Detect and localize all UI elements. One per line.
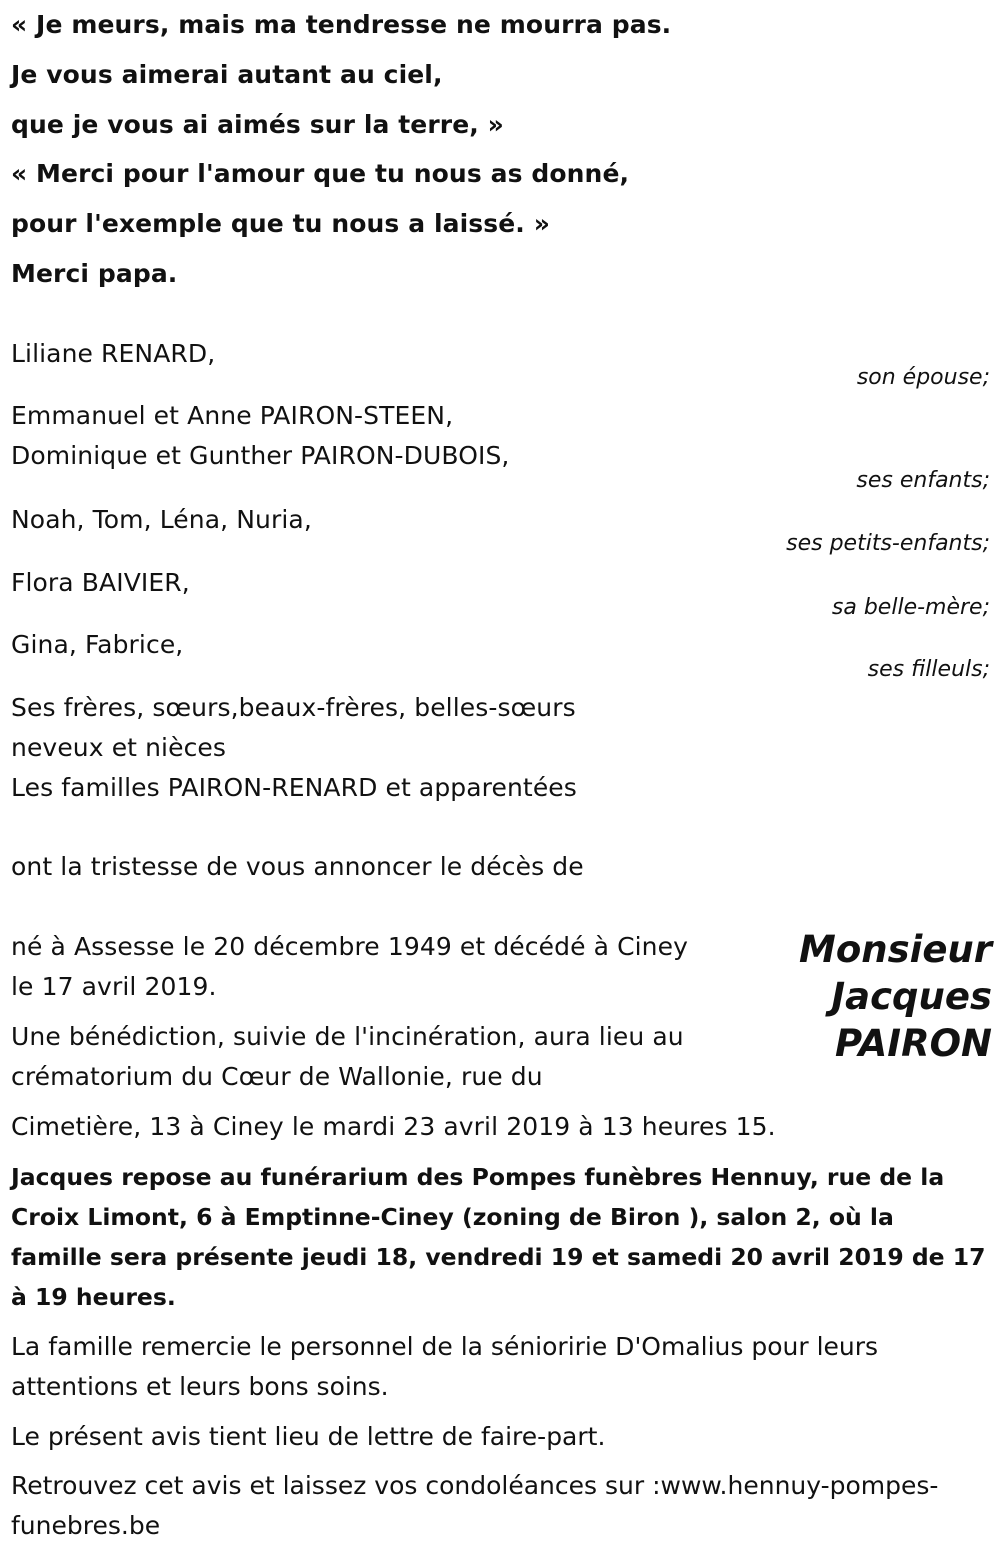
others-line-3: Les familles PAIRON-RENARD et apparentées: [11, 773, 577, 802]
quote-line-6: Merci papa.: [11, 259, 178, 288]
deceased-last-name: PAIRON: [834, 1022, 992, 1065]
others-line-1: Ses frères, sœurs,beaux-frères, belles-sœurs: [11, 693, 576, 722]
grandchildren-names: Noah, Tom, Léna, Nuria,: [11, 505, 312, 534]
funerarium-paragraph: Jacques repose au funérarium des Pompes funèbres Hennuy, rue de la Croix Limont, 6 à Emptinne-Ciney (zoning de Biron ), salon 2, où la famille sera présente jeudi 18, vendredi 19 et samedi 20 avril 2019 de 17 à 19 heures.: [11, 1163, 986, 1311]
godchildren-role: ses filleuls;: [867, 657, 990, 682]
children-line-1: Emmanuel et Anne PAIRON-STEEN,: [11, 401, 454, 430]
children-role: ses enfants;: [856, 468, 990, 493]
quote-line-4: « Merci pour l'amour que tu nous as donné,: [11, 159, 630, 188]
quote-line-3: que je vous ai aimés sur la terre, »: [11, 110, 504, 139]
mother-in-law-name: Flora BAIVIER,: [11, 568, 190, 597]
mother-in-law-role: sa belle-mère;: [831, 595, 990, 620]
ceremony-line-1: Une bénédiction, suivie de l'incinération, aura lieu au: [11, 1022, 684, 1051]
others-line-2: neveux et nièces: [11, 733, 227, 762]
ceremony-line-3: Cimetière, 13 à Ciney le mardi 23 avril 2019 à 13 heures 15.: [11, 1112, 776, 1141]
deceased-title: Monsieur: [799, 928, 992, 971]
birth-line-1: né à Assesse le 20 décembre 1949 et décédé à Ciney: [11, 932, 688, 961]
deceased-name: [799, 926, 992, 1067]
quote-line-5: pour l'exemple que tu nous a laissé. »: [11, 209, 550, 238]
grandchildren-role: ses petits-enfants;: [786, 531, 990, 556]
quote-line-1: « Je meurs, mais ma tendresse ne mourra pas.: [11, 10, 672, 39]
quote-line-2: Je vous aimerai autant au ciel,: [11, 60, 443, 89]
thanks-paragraph: La famille remercie le personnel de la sénioririe D'Omalius pour leurs attentions et leurs bons soins.: [11, 1332, 879, 1401]
website-paragraph: Retrouvez cet avis et laissez vos condoléances sur :www.hennuy-pompes-funebres.be: [11, 1471, 939, 1540]
children-line-2: Dominique et Gunther PAIRON-DUBOIS,: [11, 441, 510, 470]
spouse-name: Liliane RENARD,: [11, 339, 216, 368]
announcement: ont la tristesse de vous annoncer le décès de: [11, 852, 584, 881]
spouse-role: son épouse;: [856, 365, 990, 390]
birth-line-2: le 17 avril 2019.: [11, 972, 217, 1001]
godchildren-names: Gina, Fabrice,: [11, 630, 184, 659]
notice-paragraph: Le présent avis tient lieu de lettre de faire-part.: [11, 1422, 606, 1451]
deceased-first-name: Jacques: [831, 975, 992, 1018]
ceremony-line-2: crématorium du Cœur de Wallonie, rue du: [11, 1062, 543, 1091]
